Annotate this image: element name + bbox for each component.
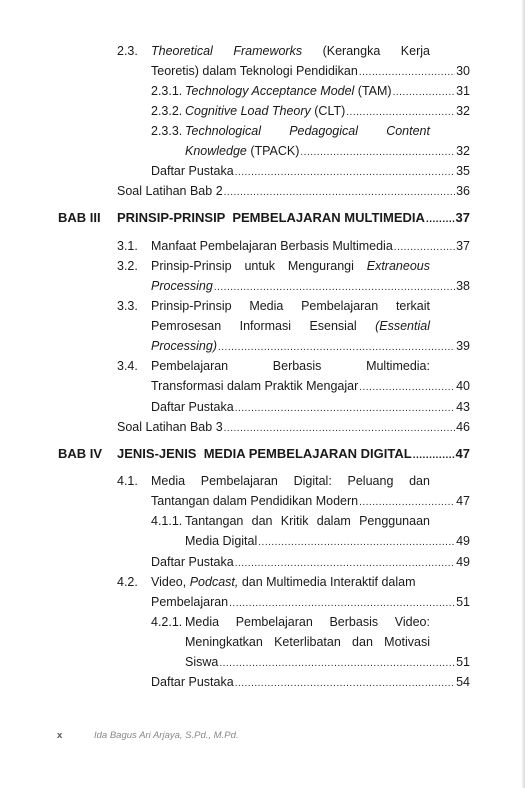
- toc-entry-2-3[interactable]: [117, 41, 472, 81]
- toc-line: [151, 471, 430, 491]
- toc-page-number: 38: [456, 279, 470, 293]
- toc-entry-4-1[interactable]: [117, 471, 470, 511]
- toc-title-suffix: (CLT): [310, 104, 346, 118]
- toc-title: Cognitive Load Theory: [185, 104, 311, 118]
- toc-page-number: 46: [456, 420, 470, 434]
- toc-line: [185, 101, 470, 121]
- toc-line: [185, 652, 470, 672]
- toc-word: Motivasi: [384, 635, 430, 649]
- toc-line: [151, 376, 470, 396]
- toc-word: Multimedia:: [366, 359, 430, 373]
- toc-leader: [346, 101, 455, 123]
- toc-number: 3.4.: [117, 359, 138, 373]
- toc-page-number: 32: [456, 104, 470, 118]
- toc-line: [151, 276, 470, 296]
- toc-page-number: 30: [456, 64, 470, 78]
- toc-word: Extraneous: [366, 259, 430, 273]
- toc-word: untuk: [244, 259, 276, 273]
- toc-line: [151, 356, 430, 376]
- toc-title: Knowledge: [185, 144, 247, 158]
- toc-line: [151, 256, 430, 276]
- toc-entry-4-2[interactable]: [117, 572, 470, 612]
- toc-word: Video:: [394, 615, 430, 629]
- toc-title: Manfaat Pembelajaran Berbasis Multimedia: [151, 239, 393, 253]
- toc-word: Berbasis: [272, 359, 322, 373]
- toc-entry-2-3-2[interactable]: [151, 101, 471, 121]
- toc-title-suffix: (TAM): [354, 84, 392, 98]
- toc-title: Transformasi dalam Praktik Mengajar: [151, 379, 359, 393]
- toc-line: [185, 531, 470, 551]
- toc-title: Siswa: [185, 655, 219, 669]
- toc-line: [151, 336, 470, 356]
- footer-page-number: x: [57, 730, 63, 741]
- toc-leader: [214, 276, 455, 298]
- toc-word: Pembelajaran: [301, 299, 379, 313]
- toc-title: Processing): [151, 339, 217, 353]
- toc-number: 3.3.: [117, 299, 138, 313]
- toc-entry-4-1-1[interactable]: [151, 511, 470, 551]
- toc-chapter-4[interactable]: [58, 444, 470, 464]
- toc-title: Technology Acceptance Model: [185, 84, 355, 98]
- chapter-number: BAB III: [58, 210, 101, 225]
- toc-leader: [300, 141, 455, 163]
- toc-line: [151, 592, 470, 612]
- toc-word: Theoretical: [151, 44, 213, 58]
- toc-entry-3-2[interactable]: [117, 256, 470, 296]
- toc-line: [117, 208, 470, 228]
- toc-page-number: 37: [456, 239, 470, 253]
- toc-line: [151, 572, 416, 592]
- toc-word: Mengurangi: [287, 259, 354, 273]
- toc-word: Keterlibatan: [274, 635, 341, 649]
- toc-title-suffix: (TPACK): [246, 144, 300, 158]
- toc-entry-3-1[interactable]: [117, 236, 470, 256]
- toc-number: 3.2.: [117, 259, 138, 273]
- toc-leader: [235, 552, 455, 574]
- toc-title: Daftar Pustaka: [151, 400, 234, 414]
- toc-page-number: 51: [456, 655, 470, 669]
- toc-leader: [224, 417, 455, 439]
- toc-leader: [258, 531, 455, 553]
- toc-word: terkait: [395, 299, 430, 313]
- toc-page-number: 39: [456, 339, 470, 353]
- toc-page-number: 32: [456, 144, 470, 158]
- toc-line: [185, 81, 470, 101]
- toc-word: dan: [409, 474, 430, 488]
- toc-word: Content: [386, 124, 430, 138]
- toc-title: Pembelajaran: [151, 595, 229, 609]
- toc-entry-2-3-1[interactable]: [151, 81, 471, 101]
- toc-title: Media Digital: [185, 534, 258, 548]
- toc-page-number: 37: [455, 210, 470, 225]
- toc-leader: [235, 672, 455, 694]
- toc-line: [151, 316, 430, 336]
- toc-title: Daftar Pustaka: [151, 555, 234, 569]
- toc-word: Digital:: [293, 474, 332, 488]
- toc-word: Pemrosesan: [151, 319, 222, 333]
- toc-page-number: 49: [456, 534, 470, 548]
- toc-page-number: 47: [455, 446, 470, 461]
- toc-title: Teoretis) dalam Teknologi Pendidikan: [151, 64, 358, 78]
- toc-leader: [359, 61, 455, 83]
- toc-number: 4.2.: [117, 575, 138, 589]
- toc-number: 3.1.: [117, 239, 138, 253]
- toc-word: Tantangan: [185, 514, 244, 528]
- toc-page-number: 51: [456, 595, 470, 609]
- toc-entry-4-2-1[interactable]: [151, 612, 470, 672]
- toc-line: [151, 236, 470, 256]
- toc-line: [117, 444, 470, 464]
- chapter-title: PRINSIP-PRINSIP PEMBELAJARAN MULTIMEDIA: [117, 210, 425, 225]
- toc-leader: [219, 652, 455, 674]
- toc-word: Esensial: [309, 319, 357, 333]
- toc-word: Prinsip-Prinsip: [151, 299, 232, 313]
- toc-leader: [359, 376, 455, 398]
- toc-word: Kritik: [280, 514, 309, 528]
- toc-word: (Kerangka: [322, 44, 381, 58]
- toc-entry-soal-latihan[interactable]: [117, 417, 470, 437]
- toc-word: Frameworks: [233, 44, 303, 58]
- toc-number: 4.2.1.: [151, 615, 183, 629]
- toc-line: [185, 141, 470, 161]
- toc-line: [151, 61, 470, 81]
- toc-title: Tantangan dalam Pendidikan Modern: [151, 494, 359, 508]
- toc-number: 4.1.1.: [151, 514, 183, 528]
- toc-word: Penggunaan: [359, 514, 430, 528]
- toc-page-number: 31: [456, 84, 470, 98]
- toc-word: Kerja: [400, 44, 430, 58]
- toc-word: Media: [185, 615, 220, 629]
- toc-title: Daftar Pustaka: [151, 675, 234, 689]
- toc-page-number: 43: [456, 400, 470, 414]
- toc-line: [185, 121, 430, 141]
- toc-chapter-3[interactable]: [58, 208, 470, 228]
- toc-page-number: 35: [456, 164, 470, 178]
- toc-word: dan: [352, 635, 373, 649]
- toc-title-italic: Podcast,: [189, 575, 239, 589]
- chapter-title: JENIS-JENIS MEDIA PEMBELAJARAN DIGITAL: [117, 446, 412, 461]
- toc-leader: [229, 592, 455, 614]
- toc-leader: [224, 181, 455, 203]
- chapter-number: BAB IV: [58, 446, 103, 461]
- toc-word: Pembelajaran: [200, 474, 278, 488]
- toc-line: [185, 612, 430, 632]
- toc-word: Media: [249, 299, 284, 313]
- toc-word: Pembelajaran: [235, 615, 313, 629]
- toc-word: dalam: [316, 514, 351, 528]
- toc-leader: [394, 236, 455, 258]
- toc-title: Daftar Pustaka: [151, 164, 234, 178]
- toc-number: 2.3.1.: [151, 84, 183, 98]
- toc-page-number: 49: [456, 555, 470, 569]
- toc-entry-soal-latihan[interactable]: [117, 181, 470, 201]
- toc-entry-3-4[interactable]: [117, 356, 470, 396]
- toc-word: Peluang: [347, 474, 394, 488]
- toc-word: Pembelajaran: [151, 359, 229, 373]
- page-footer: [57, 730, 239, 741]
- toc-number: 2.3.2.: [151, 104, 183, 118]
- toc-line: [151, 41, 430, 61]
- toc-leader: [359, 491, 455, 513]
- toc-word: Media: [151, 474, 186, 488]
- toc-leader: [393, 81, 456, 103]
- toc-line: [151, 491, 470, 511]
- toc-leader: [413, 444, 455, 466]
- toc-word: Pedagogical: [289, 124, 358, 138]
- toc-word: Informasi: [239, 319, 292, 333]
- toc-word: Prinsip-Prinsip: [151, 259, 232, 273]
- toc-word: Berbasis: [329, 615, 379, 629]
- toc-entry-daftar-pustaka[interactable]: [151, 161, 470, 181]
- toc-page-number: 40: [456, 379, 470, 393]
- toc-line: [185, 511, 430, 531]
- toc-number: 2.3.3.: [151, 124, 183, 138]
- footer-author: Ida Bagus Ari Arjaya, S.Pd., M.Pd.: [94, 730, 239, 741]
- toc-page-number: 47: [456, 494, 470, 508]
- toc-entry-daftar-pustaka[interactable]: [151, 397, 470, 417]
- toc-word: (Essential: [375, 319, 430, 333]
- toc-number: 4.1.: [117, 474, 138, 488]
- toc-entry-2-3-3[interactable]: [151, 121, 471, 161]
- toc-title: Soal Latihan Bab 2: [117, 184, 223, 198]
- toc-leader: [235, 161, 455, 183]
- toc-word: Meningkatkan: [185, 635, 263, 649]
- toc-entry-daftar-pustaka[interactable]: [151, 672, 470, 692]
- toc-page-number: 54: [456, 675, 470, 689]
- toc-title: Video,: [151, 575, 190, 589]
- toc-word: Technological: [185, 124, 261, 138]
- toc-word: dan: [251, 514, 273, 528]
- toc-number: 2.3.: [117, 44, 138, 58]
- toc-title: Processing: [151, 279, 213, 293]
- toc-title: Soal Latihan Bab 3: [117, 420, 223, 434]
- toc-line: [151, 296, 430, 316]
- toc-leader: [235, 397, 455, 419]
- toc-page-number: 36: [456, 184, 470, 198]
- toc-entry-daftar-pustaka[interactable]: [151, 552, 470, 572]
- toc-leader: [426, 208, 455, 230]
- toc-entry-3-3[interactable]: [117, 296, 470, 356]
- toc-line: [185, 632, 430, 652]
- toc-title-suffix: dan Multimedia Interaktif dalam: [238, 575, 416, 589]
- toc-leader: [218, 336, 455, 358]
